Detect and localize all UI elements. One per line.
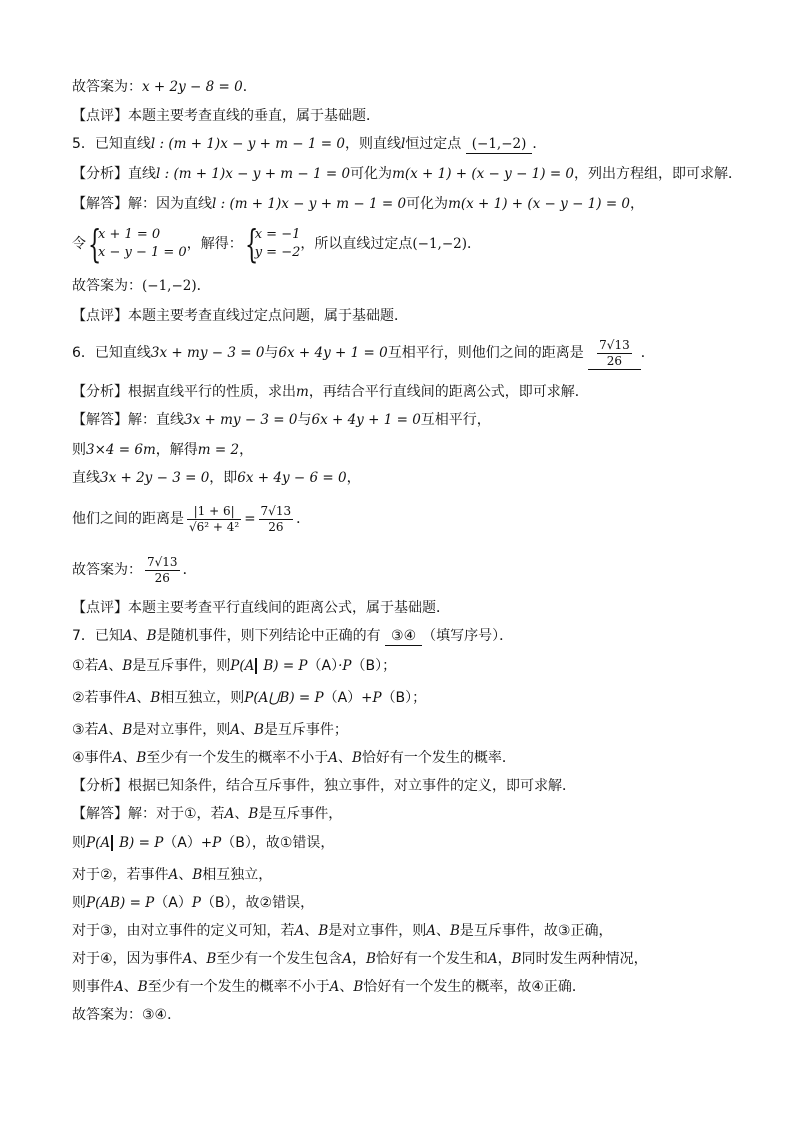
equation-system: { x + 1 = 0 x − y − 1 = 0 — [88, 222, 187, 266]
text: ， — [351, 951, 366, 967]
math: 3x + my − 3 = 0 — [150, 345, 265, 361]
math: +P — [361, 690, 382, 706]
text: 则 — [72, 895, 86, 911]
answer-value: (−1,−2) — [471, 136, 527, 152]
text: 可化为 — [350, 166, 393, 182]
answer-line-6 — [72, 551, 197, 589]
math: A — [487, 951, 498, 967]
text: （B）； — [351, 658, 397, 674]
text: ，即 — [209, 470, 238, 486]
text: 、 — [108, 658, 123, 674]
solution-7-line-7 — [72, 977, 586, 997]
text: 是随机事件，则下列结论中正确的有 — [156, 628, 381, 644]
text: ， — [346, 470, 361, 486]
math: B — [192, 867, 203, 883]
math: A — [168, 867, 179, 883]
solution-6-line-2 — [72, 440, 253, 460]
text: （A） — [163, 835, 201, 851]
text: 故答案为：③④． — [72, 1007, 182, 1023]
analysis-6 — [72, 382, 589, 402]
math: +P — [200, 835, 222, 851]
equation: x − y − 1 = 0 — [98, 245, 187, 260]
math: P(A — [230, 658, 255, 674]
question-7 — [72, 626, 513, 646]
text: ，解得 — [155, 442, 198, 458]
math: A — [342, 951, 352, 967]
text: 、 — [192, 951, 207, 967]
text: 是互斥事件， — [258, 806, 343, 822]
math: B — [353, 979, 364, 995]
text: ，列出方程组，即可求解． — [574, 166, 743, 182]
answer-blank — [385, 628, 422, 646]
text: （B），故①错误， — [221, 835, 335, 851]
math: m = 2 — [197, 442, 240, 458]
text: 相互独立， — [202, 867, 273, 883]
denominator: 26 — [145, 570, 180, 586]
text: 【解答】解：因为直线 — [72, 196, 212, 212]
text: 5．已知直线 — [72, 136, 151, 152]
text: 【点评】本题主要考查直线过定点问题，属于基础题． — [72, 308, 408, 324]
text: 对于④，因为事件 — [72, 951, 183, 967]
math: l — [400, 136, 406, 152]
text: ． — [182, 562, 197, 578]
math: l : (m + 1)x − y + m − 1 = 0 — [150, 136, 345, 152]
math: m(x + 1) + (x − y − 1) = 0 — [448, 196, 631, 212]
text: 【分析】根据已知条件，结合互斥事件，独立事件，对立事件的定义，即可求解． — [72, 778, 576, 794]
text: 故答案为： — [72, 278, 142, 294]
text: 、 — [123, 979, 138, 995]
answer-line-7 — [72, 1005, 181, 1025]
text: 可化为 — [406, 196, 449, 212]
math: A — [230, 722, 240, 738]
solution-7-line-3 — [72, 865, 272, 885]
text: ，解得： — [186, 236, 243, 252]
text: 是对立事件，则 — [328, 923, 427, 939]
numerator: |1 + 6| — [193, 503, 235, 518]
text: ． — [532, 136, 547, 152]
text: 则 — [72, 835, 86, 851]
text: ②若事件 — [72, 690, 127, 706]
numerator: 7√13 — [599, 337, 630, 352]
result-fraction — [259, 504, 294, 535]
math: B — [206, 951, 217, 967]
text: ④事件 — [72, 750, 113, 766]
solution-6-line-4 — [72, 500, 310, 538]
text: 至少有一个发生的概率不小于 — [146, 750, 329, 766]
text: 、 — [435, 923, 450, 939]
math: 3x + my − 3 = 0 — [184, 412, 298, 428]
math: A — [98, 658, 109, 674]
text: 、 — [339, 979, 354, 995]
text: 7．已知 — [72, 628, 123, 644]
text: 同时发生两种情况， — [521, 951, 648, 967]
numerator: 7√13 — [147, 554, 178, 569]
math: B — [511, 951, 522, 967]
answer-value: ③④ — [391, 628, 417, 644]
text: 【分析】直线 — [72, 166, 156, 182]
math: B) = P — [263, 658, 308, 674]
math: x + 2y − 8 = 0 — [142, 79, 243, 95]
math: l : (m + 1)x − y + m − 1 = 0 — [212, 196, 407, 212]
math: l : (m + 1)x − y + m − 1 = 0 — [156, 166, 351, 182]
math: A — [114, 979, 124, 995]
answer-blank — [588, 338, 641, 370]
text: ， — [239, 442, 254, 458]
text: ． — [640, 345, 655, 361]
text: 【点评】本题主要考查平行直线间的距离公式，属于基础题． — [72, 600, 450, 616]
text: 相互独立，则 — [160, 690, 245, 706]
solution-7-line-4 — [72, 893, 314, 913]
text: 、 — [122, 750, 137, 766]
text: 是互斥事件，故③正确， — [459, 923, 613, 939]
math: A — [98, 722, 109, 738]
text: 与 — [297, 412, 312, 428]
text: 【解答】解：对于①，若 — [72, 806, 225, 822]
text: 、 — [239, 722, 254, 738]
text: 、 — [234, 806, 249, 822]
comment-line-6 — [72, 598, 450, 618]
equals: = — [244, 511, 256, 527]
solution-7-line-2 — [72, 833, 334, 853]
math: A — [224, 806, 235, 822]
numerator: 7√13 — [260, 503, 292, 518]
text: 互相平行， — [420, 412, 491, 428]
math: P(A — [86, 835, 111, 851]
text: （A） — [154, 895, 192, 911]
text: 则 — [72, 442, 86, 458]
text: ①若 — [72, 658, 99, 674]
text: ． — [296, 511, 311, 527]
analysis-7 — [72, 776, 576, 796]
math: A — [294, 923, 305, 939]
denominator: 26 — [259, 519, 294, 535]
text: 恰好有一个发生和 — [375, 951, 488, 967]
text: 则事件 — [72, 979, 114, 995]
math: A — [426, 923, 436, 939]
missing-symbol — [111, 835, 113, 851]
solution-7-line-5 — [72, 921, 612, 941]
math: B — [449, 923, 460, 939]
solution-5-line-2 — [72, 224, 481, 264]
text: ． — [467, 236, 482, 252]
math: (−1,−2) — [412, 236, 468, 252]
math: A — [328, 750, 338, 766]
text: 、 — [108, 722, 123, 738]
math: 6x + 4y − 6 = 0 — [237, 470, 347, 486]
text: （B）； — [381, 690, 427, 706]
question-5 — [72, 134, 546, 154]
math: P(AB) = P — [86, 895, 155, 911]
text: 恒过定点 — [405, 136, 462, 152]
math: B — [248, 806, 259, 822]
math: B — [365, 951, 376, 967]
text: ，所以直线过定点 — [300, 236, 413, 252]
analysis-5 — [72, 164, 742, 184]
math: A — [182, 951, 193, 967]
solution-7-line-1 — [72, 804, 342, 824]
solution-6-line-3 — [72, 468, 361, 488]
option-1 — [72, 656, 396, 676]
text: 至少有一个发生包含 — [216, 951, 343, 967]
text: ，则直线 — [344, 136, 401, 152]
math: A — [329, 979, 340, 995]
text: 直线 — [72, 470, 100, 486]
math: B — [253, 722, 264, 738]
text: （填写序号）． — [422, 628, 514, 644]
missing-symbol — [255, 658, 257, 674]
text: （A） — [323, 690, 362, 706]
text: 互相平行，则他们之间的距离是 — [387, 345, 584, 361]
math: B — [318, 923, 329, 939]
answer-line-5 — [72, 276, 211, 296]
text: 恰好有一个发生的概率． — [361, 750, 516, 766]
answer-line-4 — [72, 77, 257, 97]
text: 、 — [337, 750, 352, 766]
math: ·P — [338, 658, 352, 674]
math: P(A⋃B) = P — [244, 690, 324, 706]
text: 【解答】解：直线 — [72, 412, 184, 428]
text: ． — [196, 278, 211, 294]
math: 6x + 4y + 1 = 0 — [278, 345, 388, 361]
text: 是互斥事件； — [263, 722, 348, 738]
text: 【点评】本题主要考查直线的垂直，属于基础题． — [72, 108, 380, 124]
text: ③若 — [72, 722, 99, 738]
math: A — [126, 690, 137, 706]
math: A — [112, 750, 123, 766]
text: ， — [497, 951, 512, 967]
text: 恰好有一个发生的概率，故④正确． — [363, 979, 586, 995]
math: m — [296, 384, 309, 400]
text: 、 — [136, 690, 151, 706]
solution-6-line-1 — [72, 410, 491, 430]
solution-7-line-6 — [72, 949, 648, 969]
math: B — [137, 979, 148, 995]
comment-line-5 — [72, 306, 408, 326]
option-3 — [72, 720, 348, 740]
math: 3x + 2y − 3 = 0 — [100, 470, 210, 486]
math: A — [122, 628, 133, 644]
denominator: √6² + 4² — [189, 519, 240, 534]
equation: x = −1 — [254, 227, 301, 242]
text: （B），故②错误， — [200, 895, 315, 911]
text: 至少有一个发生的概率不小于 — [147, 979, 330, 995]
math: B — [136, 750, 147, 766]
answer-fraction — [145, 555, 180, 586]
text: （A） — [307, 658, 339, 674]
text: 故答案为： — [72, 79, 142, 95]
solution-system: { x = −1 y = −2 — [244, 222, 301, 266]
text: 是互斥事件，则 — [132, 658, 231, 674]
denominator: 26 — [597, 353, 632, 369]
distance-fraction — [187, 504, 241, 535]
text: 故答案为： — [72, 562, 142, 578]
text: 令 — [72, 236, 86, 252]
question-6 — [72, 334, 655, 372]
text: 与 — [264, 345, 279, 361]
math: (−1,−2) — [142, 278, 197, 294]
answer-blank — [466, 136, 533, 154]
comment-line-4 — [72, 106, 380, 126]
math: B — [146, 628, 157, 644]
math: 6x + 4y + 1 = 0 — [311, 412, 421, 428]
text: 对于②，若事件 — [72, 867, 169, 883]
equation: y = −2 — [254, 245, 301, 260]
text: 、 — [132, 628, 147, 644]
equation: x + 1 = 0 — [98, 227, 161, 242]
text: 、 — [178, 867, 193, 883]
math: 3×4 = 6m — [86, 442, 156, 458]
text: 他们之间的距离是 — [72, 511, 184, 527]
text: ，再结合平行直线间的距离公式，即可求解． — [308, 384, 589, 400]
text: 对于③，由对立事件的定义可知，若 — [72, 923, 295, 939]
math: B — [122, 722, 133, 738]
solution-5-line-1 — [72, 194, 644, 214]
text: ， — [630, 196, 645, 212]
option-2 — [72, 688, 426, 708]
option-4 — [72, 748, 516, 768]
math: m(x + 1) + (x − y − 1) = 0 — [392, 166, 575, 182]
text: 是对立事件，则 — [132, 722, 231, 738]
math: B — [122, 658, 133, 674]
math: B) = P — [119, 835, 164, 851]
answer-fraction — [597, 338, 632, 369]
math: P — [191, 895, 201, 911]
text: 、 — [304, 923, 319, 939]
text: 6．已知直线 — [72, 345, 151, 361]
math: B — [351, 750, 362, 766]
text: 【分析】根据直线平行的性质，求出 — [72, 384, 296, 400]
math: B — [150, 690, 161, 706]
text: ． — [242, 79, 257, 95]
